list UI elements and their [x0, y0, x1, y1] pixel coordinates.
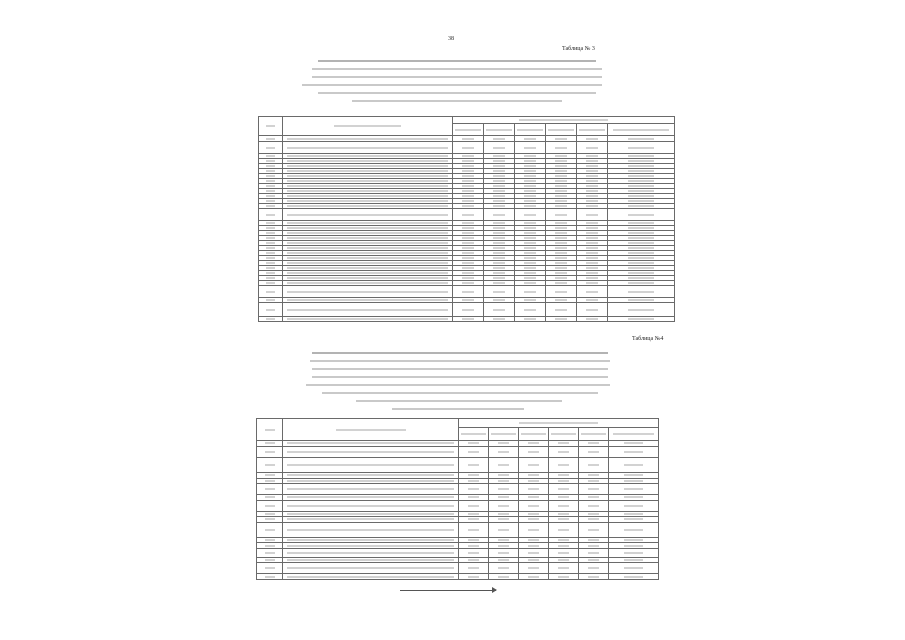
table4-cell — [609, 563, 659, 574]
table3-cell — [608, 142, 675, 154]
table3-cell — [515, 286, 546, 298]
table4-cell — [579, 500, 609, 511]
table4-cell — [283, 500, 459, 511]
table4-cell — [549, 446, 579, 457]
table4-row — [257, 574, 659, 580]
table4-cell — [579, 522, 609, 537]
table4-cell — [519, 522, 549, 537]
table3-cell — [577, 303, 608, 317]
table3-cell — [608, 209, 675, 221]
table4-cell — [489, 574, 519, 580]
table3-row — [259, 317, 675, 322]
table3-cell — [259, 142, 283, 154]
table4-cell — [283, 522, 459, 537]
table4-cell — [579, 484, 609, 495]
table4-cell — [257, 457, 283, 472]
table4-cell — [459, 446, 489, 457]
table4-cell — [459, 457, 489, 472]
footer-rule — [400, 590, 496, 591]
table3-header-cell — [577, 124, 608, 136]
table4-cell — [519, 563, 549, 574]
table3-cell — [608, 303, 675, 317]
table3 — [258, 116, 675, 322]
table4-cell — [609, 574, 659, 580]
table4-cell — [283, 484, 459, 495]
table3-cell — [453, 303, 484, 317]
table4-cell — [609, 548, 659, 557]
table3-header-cell — [484, 124, 515, 136]
table4-cell — [549, 500, 579, 511]
table4-header-cell — [459, 419, 659, 428]
table4-cell — [579, 457, 609, 472]
table4-cell — [283, 574, 459, 580]
page-number: 38 — [448, 36, 454, 42]
table4-cell — [609, 522, 659, 537]
table4-cell — [519, 500, 549, 511]
table4-row — [257, 522, 659, 537]
table4-header-cell — [519, 427, 549, 440]
table3-row — [259, 209, 675, 221]
table4-cell — [257, 446, 283, 457]
table4-cell — [283, 563, 459, 574]
table4-cell — [459, 484, 489, 495]
table4-row — [257, 548, 659, 557]
table4-header-cell — [283, 419, 459, 441]
table3-cell — [577, 317, 608, 322]
table3-header-cell — [259, 117, 283, 136]
table3-cell — [515, 209, 546, 221]
table3-cell — [515, 303, 546, 317]
table3-cell — [259, 303, 283, 317]
table3-row — [259, 286, 675, 298]
table4-cell — [459, 563, 489, 574]
table4-cell — [459, 522, 489, 537]
table3-cell — [283, 286, 453, 298]
table3-cell — [577, 142, 608, 154]
table3-label: Таблица № 3 — [562, 46, 595, 52]
table3-cell — [577, 209, 608, 221]
table3-header-cell — [608, 124, 675, 136]
table4-cell — [489, 500, 519, 511]
table4-cell — [257, 500, 283, 511]
table4-header-cell — [489, 427, 519, 440]
table3-cell — [283, 317, 453, 322]
table3-header-cell — [515, 124, 546, 136]
table4-cell — [257, 522, 283, 537]
table4-label: Таблица №4 — [632, 336, 664, 342]
table4-cell — [489, 563, 519, 574]
table3-header-cell — [283, 117, 453, 136]
table4-cell — [257, 574, 283, 580]
table4-cell — [519, 446, 549, 457]
table3-header-cell — [546, 124, 577, 136]
table4-cell — [519, 457, 549, 472]
table3-cell — [515, 317, 546, 322]
table4-cell — [489, 548, 519, 557]
table3-header-row — [259, 117, 675, 124]
table4-cell — [459, 500, 489, 511]
table3-cell — [453, 209, 484, 221]
table4-cell — [609, 457, 659, 472]
table4-cell — [609, 446, 659, 457]
table4-cell — [579, 563, 609, 574]
table3-cell — [608, 317, 675, 322]
table4-cell — [257, 563, 283, 574]
table4-cell — [579, 574, 609, 580]
table4-cell — [549, 548, 579, 557]
table3-row — [259, 142, 675, 154]
table3-cell — [283, 142, 453, 154]
table3-cell — [546, 317, 577, 322]
table4-cell — [459, 548, 489, 557]
table4-cell — [549, 563, 579, 574]
table4-cell — [283, 446, 459, 457]
table3-cell — [546, 142, 577, 154]
table3-cell — [484, 303, 515, 317]
table3-cell — [608, 286, 675, 298]
footer-arrow-icon — [492, 587, 497, 593]
table4-cell — [459, 574, 489, 580]
table4-cell — [489, 446, 519, 457]
table4-cell — [519, 484, 549, 495]
table4-cell — [549, 522, 579, 537]
table3-cell — [515, 142, 546, 154]
table4-header-cell — [257, 419, 283, 441]
table3-cell — [484, 209, 515, 221]
table4-cell — [257, 484, 283, 495]
table4-header-cell — [579, 427, 609, 440]
table4-cell — [519, 574, 549, 580]
table3-cell — [577, 286, 608, 298]
table3-cell — [259, 209, 283, 221]
table4-row — [257, 563, 659, 574]
table3-header-cell — [453, 117, 675, 124]
table4-cell — [489, 457, 519, 472]
table3-header-cell — [453, 124, 484, 136]
table4-header-cell — [549, 427, 579, 440]
table4-header-cell — [459, 427, 489, 440]
table3-cell — [546, 286, 577, 298]
table3-row — [259, 303, 675, 317]
table4-cell — [549, 457, 579, 472]
table4-cell — [489, 484, 519, 495]
table4-cell — [257, 548, 283, 557]
table4 — [256, 418, 659, 580]
table3-cell — [453, 142, 484, 154]
table4-cell — [519, 548, 549, 557]
table4-cell — [283, 457, 459, 472]
table4-cell — [609, 500, 659, 511]
table3-cell — [259, 317, 283, 322]
table4-row — [257, 457, 659, 472]
table3-cell — [283, 303, 453, 317]
table4-header-row — [257, 419, 659, 428]
table3-cell — [484, 142, 515, 154]
table4-cell — [549, 484, 579, 495]
table4-cell — [489, 522, 519, 537]
table3-cell — [546, 303, 577, 317]
table3-cell — [484, 317, 515, 322]
table4-cell — [579, 548, 609, 557]
table3-cell — [484, 286, 515, 298]
table3-cell — [453, 286, 484, 298]
table4-row — [257, 446, 659, 457]
table4-row — [257, 500, 659, 511]
table3-cell — [546, 209, 577, 221]
table4-cell — [579, 446, 609, 457]
table4-cell — [549, 574, 579, 580]
table4-header-cell — [609, 427, 659, 440]
table4-cell — [609, 484, 659, 495]
table3-cell — [259, 286, 283, 298]
table4-cell — [283, 548, 459, 557]
table3-cell — [453, 317, 484, 322]
table3-cell — [283, 209, 453, 221]
table4-row — [257, 484, 659, 495]
